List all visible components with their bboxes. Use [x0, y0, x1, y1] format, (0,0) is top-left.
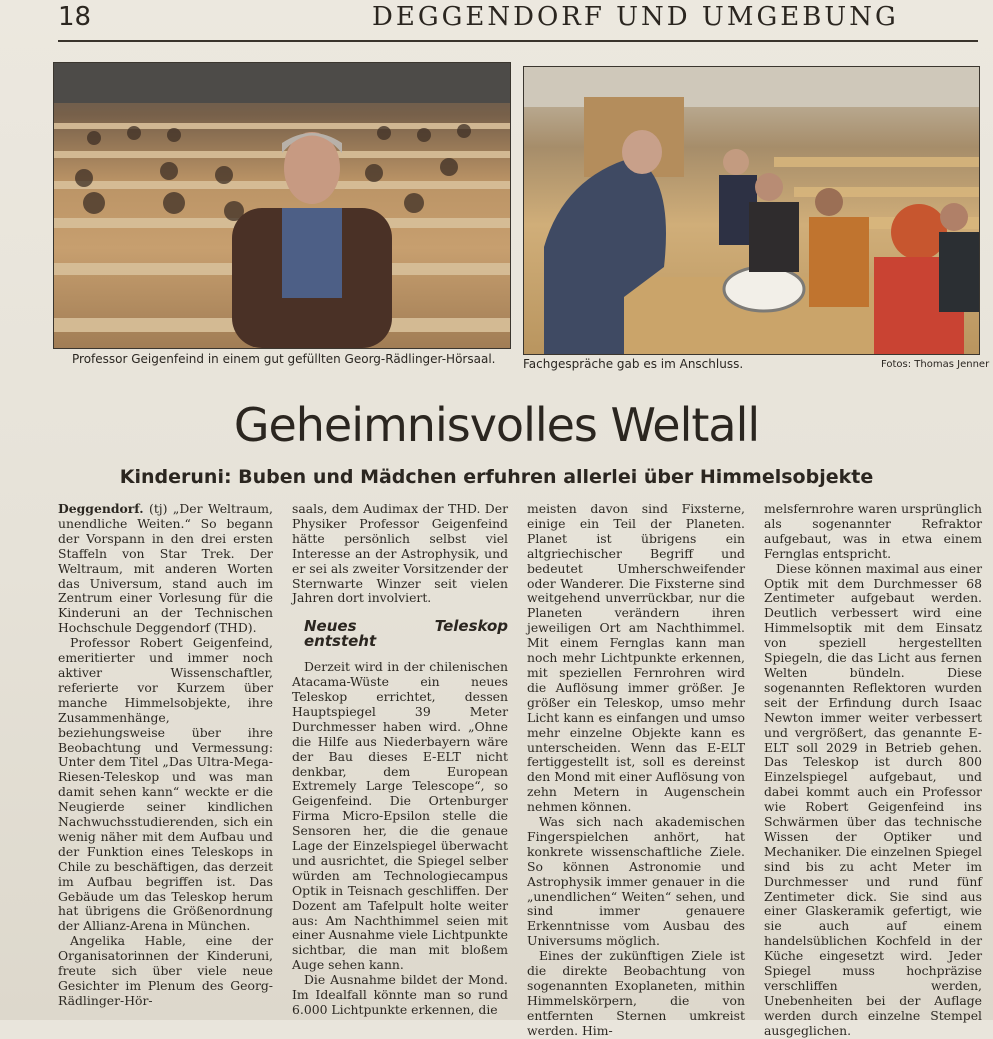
article-paragraph: Was sich nach akademischen Fingerspielchen anhört, hat konkrete wissenschaftliche Ziele. So können Astronomie und Astrophysik immer genauer in die „unendlichen“ Weiten“ sehen, und sind immer genauere Erkenntnisse vom Ausbau des Universums möglich. — [527, 814, 745, 949]
right-photo-caption: Fachgespräche gab es im Anschluss. — [523, 357, 744, 371]
article-paragraph: saals, dem Audimax der THD. Der Physiker Professor Geigenfeind hätte persönlich selbst viel Interesse an der Astrophysik, und er sei als zweiter Vorsitzender der Sternwarte Winzer seit vielen Jahren dort involviert. — [292, 501, 508, 606]
article-paragraph: Professor Robert Geigenfeind, emeritierter und immer noch aktiver Wissenschaftler, referierte vor Kurzem über manche Himmelsobjekte, ihre Zusammenhänge, beziehungsweise über ihre Beobachtung und Vermessung: Unter dem Titel „Das Ultra-Mega-Riesen-Teleskop und was man damit sehen kann“ weckte er die Neugierde seiner kindlichen Nachwuchsstudierenden, sich ein wenig näher mit dem Aufbau und der Funktion eines Teleskops in Chile zu beschäftigen, das derzeit im Aufbau begriffen ist. Das Gebäude um das Teleskop herum hat übrigens die Größenordnung der Allianz-Arena in München. — [58, 635, 273, 934]
header-rule — [58, 40, 978, 42]
article-paragraph: Die Ausnahme bildet der Mond. Im Idealfall könnte man so rund 6.000 Lichtpunkte erkennen, die — [292, 972, 508, 1017]
lecture-hall-illustration — [54, 63, 510, 348]
dateline: Deggendorf. — [58, 501, 144, 516]
discussion-illustration — [524, 67, 979, 354]
article-paragraph: Diese können maximal aus einer Optik mit dem Durchmesser 68 Zentimeter aufgebaut werden. Deutlich verbessert wird eine Himmelsoptik mit dem Einsatz von speziell hergestellten Spiegeln, die das Licht aus fernen Welten bündeln. Diese sogenannten Reflektoren wurden seit der Erfindung durch Isaac Newton immer weiter verbessert und vergrößert, das genannte E-ELT soll 2029 in Betrieb gehen. Das Teleskop ist durch 800 Einzelspiegel aufgebaut, und dabei kommt auch ein Professor wie Robert Geigenfeind ins Schwärmen über das technische Wissen der Optiker und Mechaniker. Die einzelnen Spiegel sind bis zu acht Meter im Durchmesser und rund fünf Zentimeter dick. Sie sind aus einer Glaskeramik gefertigt, wie sie auch auf einem handelsüblichen Kochfeld in der Küche eingesetzt wird. Jeder Spiegel muss hochpräzise verschliffen werden, Unebenheiten bei der Auflage werden durch einzelne Stempel ausgeglichen. — [764, 560, 982, 1038]
discussion-photo — [523, 66, 980, 355]
page-number: 18 — [58, 2, 92, 32]
article-column-1 — [58, 502, 273, 1039]
article-paragraph: Derzeit wird in der chilenischen Atacama-Wüste ein neues Teleskop errichtet, dessen Hauptspiegel 39 Meter Durchmesser haben wird. „Ohne die Hilfe aus Niederbayern wäre der Bau dieses E-ELT nicht denkbar, dem European Extremely Large Telescope“, so Geigenfeind. Die Ortenburger Firma Micro-Epsilon stelle die Sensoren her, die die genaue Lage der Einzelspiegel überwacht und ausrichtet, die Spiegel selber würden am Technologiecampus Optik in Teisnach geschliffen. Der Dozent am Tafelpult holte weiter aus: Am Nachthimmel seien mit einer Ausnahme viele Lichtpunkte sichtbar, die man mit bloßem Auge sehen kann. — [292, 659, 508, 973]
section-title: DEGGENDORF UND UMGEBUNG — [372, 2, 899, 32]
article-subheadline: Kinderuni: Buben und Mädchen erfuhren allerlei über Himmelsobjekte — [119, 466, 874, 488]
lecture-hall-photo — [53, 62, 511, 349]
article-column-4 — [764, 502, 982, 1039]
article-subhead: Neues Teleskop entsteht — [304, 617, 508, 651]
article-body — [58, 501, 983, 1038]
paragraph-text: (tj) „Der Weltraum, unendliche Weiten.“ So begann der Vorspann in den drei ersten Staffeln von Star Trek. Der Weltraum, mit anderen Worten das Universum, stand auch im Zentrum einer Vorlesung für die Kinderuni an der Technischen Hochschule Deggendorf (THD). — [58, 501, 273, 636]
article-column-2 — [292, 502, 508, 1039]
left-photo-caption: Professor Geigenfeind in einem gut gefüllten Georg-Rädlinger-Hörsaal. — [72, 352, 496, 366]
article-paragraph: Eines der zukünftigen Ziele ist die direkte Beobachtung von sogenannten Exoplaneten, mithin Himmelskörpern, die von entfernten Sternen umkreist werden. Him- — [527, 948, 745, 1038]
article-paragraph: Angelika Hable, eine der Organisatorinnen der Kinderuni, freute sich über viele neue Gesichter im Plenum des Georg-Rädlinger-Hör- — [58, 933, 273, 1008]
photo-credit: Fotos: Thomas Jenner — [881, 359, 990, 370]
article-column-3 — [527, 502, 745, 1039]
article-paragraph — [58, 502, 273, 636]
article-paragraph: melsfernrohre waren ursprünglich als sogenannter Refraktor aufgebaut, was in etwa einem Fernglas entspricht. — [764, 501, 982, 561]
article-headline: Geheimnisvolles Weltall — [233, 398, 760, 452]
article-paragraph: meisten davon sind Fixsterne, einige ein Teil der Planeten. Planet ist übrigens ein altgriechischer Begriff und bedeutet Umherschweifender oder Wanderer. Die Fixsterne sind weitgehend unverrückbar, nur die Planeten verändern ihren jeweiligen Ort am Nachthimmel. Mit einem Fernglas kann man noch mehr Lichtpunkte erkennen, mit speziellen Fernrohren wird die Auflösung immer größer. Je größer ein Teleskop, umso mehr Licht kann es einfangen und umso mehr einzelne Objekte kann es unterscheiden. Wenn das E-ELT fertiggestellt ist, soll es dereinst den Mond mit einer Auflösung von zehn Metern in Augenschein nehmen können. — [527, 501, 745, 815]
